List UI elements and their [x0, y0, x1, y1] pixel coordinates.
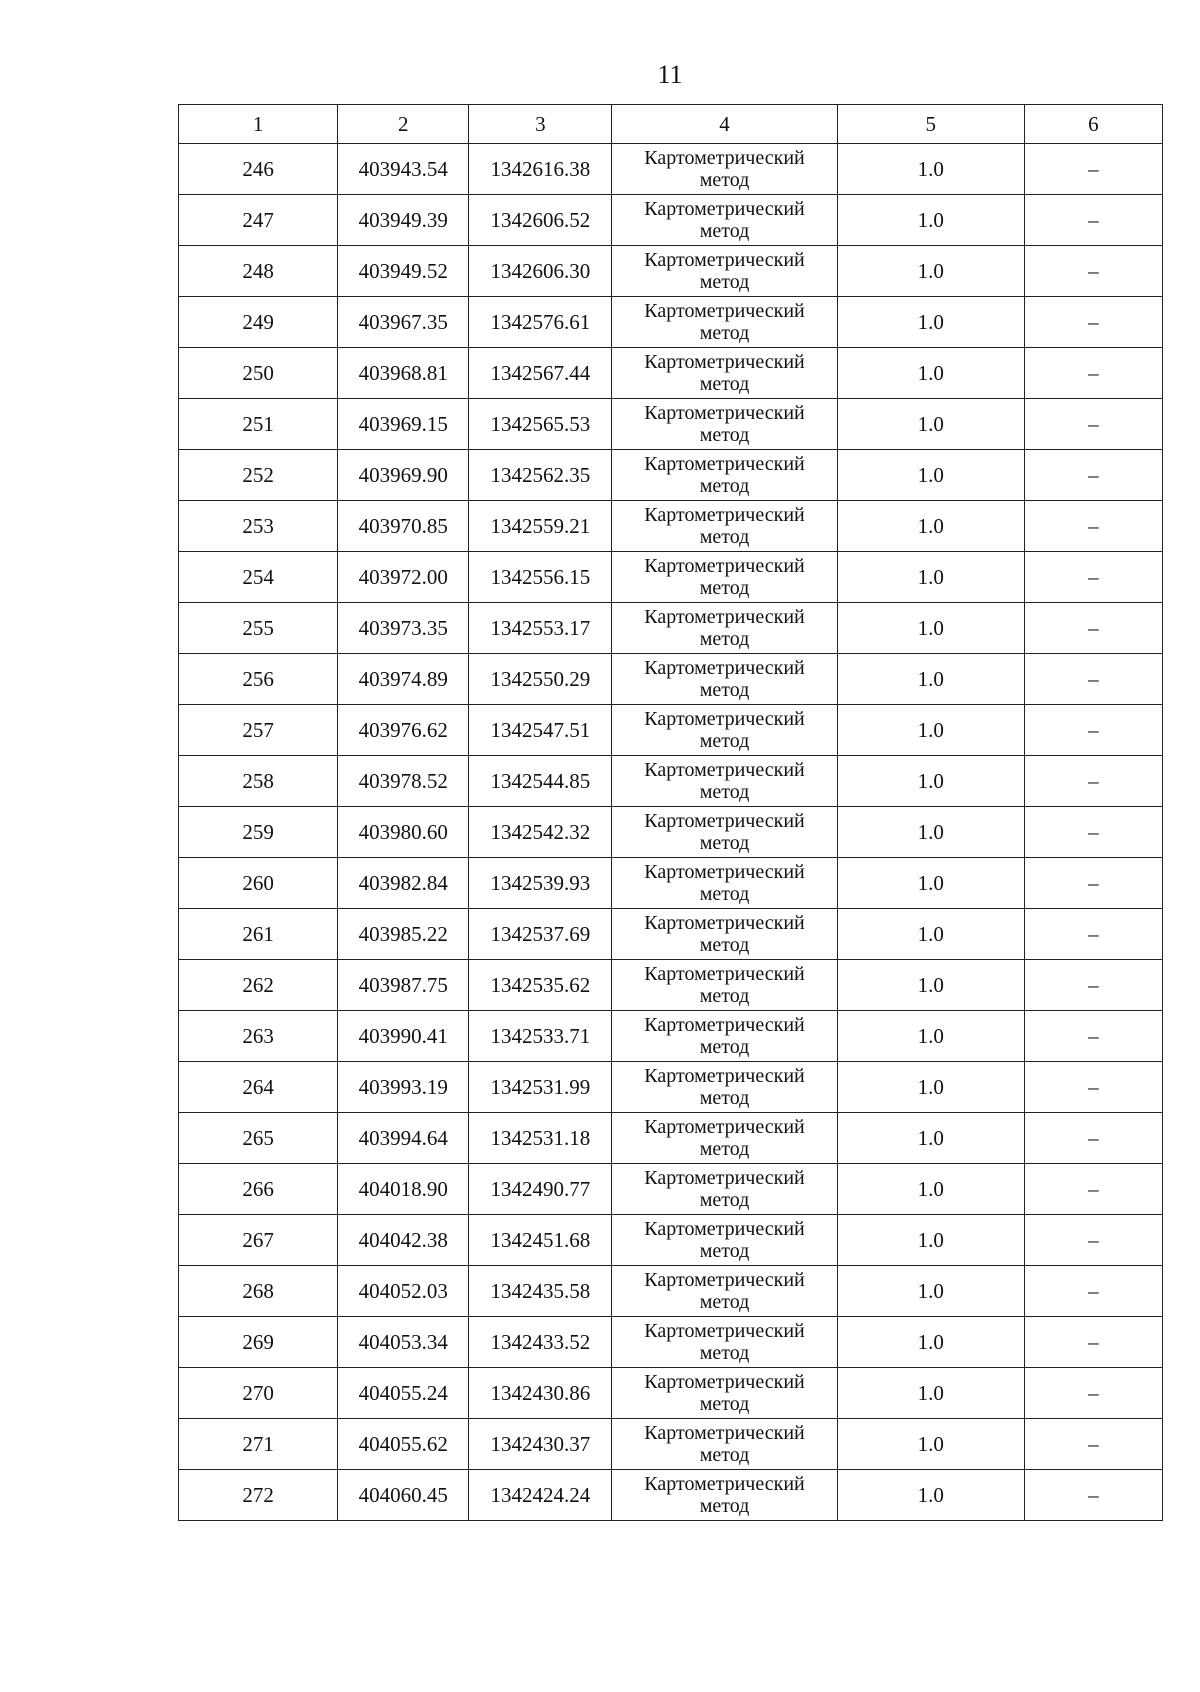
x-coordinate-cell: 403985.22 — [338, 909, 469, 960]
x-coordinate-cell: 403993.19 — [338, 1062, 469, 1113]
x-coordinate-cell: 403976.62 — [338, 705, 469, 756]
x-coordinate-cell: 403968.81 — [338, 348, 469, 399]
x-coordinate-cell: 403943.54 — [338, 144, 469, 195]
table-row — [179, 348, 1163, 399]
x-coordinate-cell: 404060.45 — [338, 1470, 469, 1521]
accuracy-cell: 1.0 — [837, 1215, 1024, 1266]
x-coordinate-cell: 404055.24 — [338, 1368, 469, 1419]
point-number-cell: 259 — [179, 807, 338, 858]
method-cell — [612, 756, 837, 807]
table-row — [179, 807, 1163, 858]
method-line-1: Картометрический — [644, 453, 805, 475]
description-cell: – — [1024, 246, 1162, 297]
description-cell: – — [1024, 909, 1162, 960]
y-coordinate-cell: 1342537.69 — [469, 909, 612, 960]
point-number-cell: 252 — [179, 450, 338, 501]
accuracy-cell: 1.0 — [837, 1062, 1024, 1113]
accuracy-cell: 1.0 — [837, 144, 1024, 195]
method-line-2: метод — [699, 1291, 750, 1313]
table-row — [179, 1164, 1163, 1215]
method-cell — [612, 1419, 837, 1470]
point-number-cell: 265 — [179, 1113, 338, 1164]
x-coordinate-cell: 404018.90 — [338, 1164, 469, 1215]
x-coordinate-cell: 403967.35 — [338, 297, 469, 348]
method-cell — [612, 399, 837, 450]
method-line-1: Картометрический — [644, 708, 805, 730]
table-row — [179, 1011, 1163, 1062]
description-cell: – — [1024, 552, 1162, 603]
description-cell: – — [1024, 1317, 1162, 1368]
accuracy-cell: 1.0 — [837, 1419, 1024, 1470]
table-row — [179, 1266, 1163, 1317]
x-coordinate-cell: 403973.35 — [338, 603, 469, 654]
accuracy-cell: 1.0 — [837, 603, 1024, 654]
method-line-1: Картометрический — [644, 1218, 805, 1240]
method-cell — [612, 1266, 837, 1317]
method-line-2: метод — [699, 628, 750, 650]
point-number-cell: 260 — [179, 858, 338, 909]
method-line-1: Картометрический — [644, 351, 805, 373]
method-cell — [612, 144, 837, 195]
point-number-cell: 253 — [179, 501, 338, 552]
accuracy-cell: 1.0 — [837, 450, 1024, 501]
accuracy-cell: 1.0 — [837, 960, 1024, 1011]
y-coordinate-cell: 1342542.32 — [469, 807, 612, 858]
description-cell: – — [1024, 144, 1162, 195]
point-number-cell: 266 — [179, 1164, 338, 1215]
method-cell — [612, 654, 837, 705]
accuracy-cell: 1.0 — [837, 399, 1024, 450]
description-cell: – — [1024, 756, 1162, 807]
method-line-1: Картометрический — [644, 1422, 805, 1444]
method-line-2: метод — [699, 1342, 750, 1364]
point-number-cell: 254 — [179, 552, 338, 603]
method-line-1: Картометрический — [644, 300, 805, 322]
method-line-2: метод — [699, 679, 750, 701]
description-cell: – — [1024, 399, 1162, 450]
y-coordinate-cell: 1342553.17 — [469, 603, 612, 654]
point-number-cell: 256 — [179, 654, 338, 705]
method-line-2: метод — [699, 781, 750, 803]
point-number-cell: 247 — [179, 195, 338, 246]
method-line-2: метод — [699, 526, 750, 548]
table-row — [179, 195, 1163, 246]
method-line-2: метод — [699, 1393, 750, 1415]
method-line-1: Картометрический — [644, 555, 805, 577]
accuracy-cell: 1.0 — [837, 909, 1024, 960]
column-header: 1 — [179, 105, 338, 144]
method-line-1: Картометрический — [644, 861, 805, 883]
table-row — [179, 1062, 1163, 1113]
page-number: 11 — [657, 60, 683, 89]
x-coordinate-cell: 403969.15 — [338, 399, 469, 450]
method-line-1: Картометрический — [644, 249, 805, 271]
method-cell — [612, 1164, 837, 1215]
method-line-1: Картометрический — [644, 198, 805, 220]
y-coordinate-cell: 1342539.93 — [469, 858, 612, 909]
description-cell: – — [1024, 654, 1162, 705]
method-cell — [612, 1062, 837, 1113]
method-cell — [612, 450, 837, 501]
point-number-cell: 269 — [179, 1317, 338, 1368]
point-number-cell: 267 — [179, 1215, 338, 1266]
method-line-2: метод — [699, 271, 750, 293]
table-row — [179, 1419, 1163, 1470]
x-coordinate-cell: 403974.89 — [338, 654, 469, 705]
y-coordinate-cell: 1342559.21 — [469, 501, 612, 552]
method-cell — [612, 348, 837, 399]
method-line-1: Картометрический — [644, 1014, 805, 1036]
description-cell: – — [1024, 1164, 1162, 1215]
method-line-2: метод — [699, 934, 750, 956]
column-header: 3 — [469, 105, 612, 144]
accuracy-cell: 1.0 — [837, 1470, 1024, 1521]
method-line-1: Картометрический — [644, 810, 805, 832]
method-line-2: метод — [699, 577, 750, 599]
x-coordinate-cell: 403994.64 — [338, 1113, 469, 1164]
method-line-2: метод — [699, 1189, 750, 1211]
method-line-1: Картометрический — [644, 504, 805, 526]
y-coordinate-cell: 1342565.53 — [469, 399, 612, 450]
method-cell — [612, 858, 837, 909]
table-row — [179, 1215, 1163, 1266]
table-row — [179, 1470, 1163, 1521]
y-coordinate-cell: 1342424.24 — [469, 1470, 612, 1521]
table-row — [179, 450, 1163, 501]
method-line-1: Картометрический — [644, 1371, 805, 1393]
y-coordinate-cell: 1342567.44 — [469, 348, 612, 399]
x-coordinate-cell: 404055.62 — [338, 1419, 469, 1470]
column-header: 2 — [338, 105, 469, 144]
description-cell: – — [1024, 501, 1162, 552]
method-line-1: Картометрический — [644, 606, 805, 628]
description-cell: – — [1024, 450, 1162, 501]
method-line-2: метод — [699, 1240, 750, 1262]
y-coordinate-cell: 1342430.37 — [469, 1419, 612, 1470]
description-cell: – — [1024, 603, 1162, 654]
method-line-2: метод — [699, 985, 750, 1007]
method-line-2: метод — [699, 1138, 750, 1160]
method-line-1: Картометрический — [644, 402, 805, 424]
description-cell: – — [1024, 1215, 1162, 1266]
table-row — [179, 501, 1163, 552]
point-number-cell: 261 — [179, 909, 338, 960]
accuracy-cell: 1.0 — [837, 1113, 1024, 1164]
accuracy-cell: 1.0 — [837, 246, 1024, 297]
method-cell — [612, 960, 837, 1011]
method-cell — [612, 1470, 837, 1521]
method-line-1: Картометрический — [644, 759, 805, 781]
method-line-2: метод — [699, 730, 750, 752]
x-coordinate-cell: 403990.41 — [338, 1011, 469, 1062]
y-coordinate-cell: 1342562.35 — [469, 450, 612, 501]
description-cell: – — [1024, 1368, 1162, 1419]
method-cell — [612, 297, 837, 348]
y-coordinate-cell: 1342535.62 — [469, 960, 612, 1011]
y-coordinate-cell: 1342531.99 — [469, 1062, 612, 1113]
y-coordinate-cell: 1342547.51 — [469, 705, 612, 756]
y-coordinate-cell: 1342435.58 — [469, 1266, 612, 1317]
accuracy-cell: 1.0 — [837, 654, 1024, 705]
method-line-2: метод — [699, 322, 750, 344]
table-header-row — [179, 105, 1163, 144]
point-number-cell: 263 — [179, 1011, 338, 1062]
method-line-2: метод — [699, 373, 750, 395]
point-number-cell: 258 — [179, 756, 338, 807]
accuracy-cell: 1.0 — [837, 705, 1024, 756]
method-line-2: метод — [699, 1087, 750, 1109]
method-line-2: метод — [699, 424, 750, 446]
point-number-cell: 249 — [179, 297, 338, 348]
y-coordinate-cell: 1342606.52 — [469, 195, 612, 246]
table-row — [179, 858, 1163, 909]
column-header: 6 — [1024, 105, 1162, 144]
x-coordinate-cell: 403969.90 — [338, 450, 469, 501]
method-cell — [612, 909, 837, 960]
method-line-2: метод — [699, 475, 750, 497]
accuracy-cell: 1.0 — [837, 195, 1024, 246]
table-row — [179, 144, 1163, 195]
description-cell: – — [1024, 1470, 1162, 1521]
accuracy-cell: 1.0 — [837, 1011, 1024, 1062]
x-coordinate-cell: 403949.39 — [338, 195, 469, 246]
point-number-cell: 246 — [179, 144, 338, 195]
coordinates-table — [178, 104, 1163, 1521]
accuracy-cell: 1.0 — [837, 1164, 1024, 1215]
description-cell: – — [1024, 858, 1162, 909]
method-cell — [612, 246, 837, 297]
point-number-cell: 248 — [179, 246, 338, 297]
method-line-1: Картометрический — [644, 1269, 805, 1291]
y-coordinate-cell: 1342433.52 — [469, 1317, 612, 1368]
accuracy-cell: 1.0 — [837, 807, 1024, 858]
method-cell — [612, 1011, 837, 1062]
y-coordinate-cell: 1342533.71 — [469, 1011, 612, 1062]
method-line-2: метод — [699, 832, 750, 854]
accuracy-cell: 1.0 — [837, 1266, 1024, 1317]
accuracy-cell: 1.0 — [837, 297, 1024, 348]
x-coordinate-cell: 403970.85 — [338, 501, 469, 552]
table-row — [179, 1113, 1163, 1164]
table-row — [179, 1368, 1163, 1419]
y-coordinate-cell: 1342606.30 — [469, 246, 612, 297]
accuracy-cell: 1.0 — [837, 1368, 1024, 1419]
y-coordinate-cell: 1342531.18 — [469, 1113, 612, 1164]
x-coordinate-cell: 403978.52 — [338, 756, 469, 807]
method-cell — [612, 807, 837, 858]
method-cell — [612, 552, 837, 603]
x-coordinate-cell: 403982.84 — [338, 858, 469, 909]
x-coordinate-cell: 404053.34 — [338, 1317, 469, 1368]
point-number-cell: 270 — [179, 1368, 338, 1419]
x-coordinate-cell: 403972.00 — [338, 552, 469, 603]
point-number-cell: 255 — [179, 603, 338, 654]
method-line-1: Картометрический — [644, 1116, 805, 1138]
method-cell — [612, 1113, 837, 1164]
method-cell — [612, 195, 837, 246]
table-row — [179, 960, 1163, 1011]
x-coordinate-cell: 404052.03 — [338, 1266, 469, 1317]
description-cell: – — [1024, 1419, 1162, 1470]
y-coordinate-cell: 1342544.85 — [469, 756, 612, 807]
method-line-1: Картометрический — [644, 963, 805, 985]
method-cell — [612, 501, 837, 552]
description-cell: – — [1024, 960, 1162, 1011]
method-line-2: метод — [699, 1036, 750, 1058]
table-row — [179, 399, 1163, 450]
y-coordinate-cell: 1342490.77 — [469, 1164, 612, 1215]
method-cell — [612, 1368, 837, 1419]
point-number-cell: 257 — [179, 705, 338, 756]
y-coordinate-cell: 1342616.38 — [469, 144, 612, 195]
y-coordinate-cell: 1342451.68 — [469, 1215, 612, 1266]
point-number-cell: 250 — [179, 348, 338, 399]
table-row — [179, 909, 1163, 960]
accuracy-cell: 1.0 — [837, 348, 1024, 399]
point-number-cell: 268 — [179, 1266, 338, 1317]
point-number-cell: 271 — [179, 1419, 338, 1470]
method-cell — [612, 1317, 837, 1368]
table-row — [179, 1317, 1163, 1368]
method-line-1: Картометрический — [644, 657, 805, 679]
description-cell: – — [1024, 195, 1162, 246]
method-cell — [612, 1215, 837, 1266]
method-line-2: метод — [699, 169, 750, 191]
method-line-2: метод — [699, 220, 750, 242]
column-header: 5 — [837, 105, 1024, 144]
description-cell: – — [1024, 1113, 1162, 1164]
y-coordinate-cell: 1342556.15 — [469, 552, 612, 603]
method-line-2: метод — [699, 1444, 750, 1466]
method-line-1: Картометрический — [644, 147, 805, 169]
method-line-1: Картометрический — [644, 1065, 805, 1087]
description-cell: – — [1024, 297, 1162, 348]
point-number-cell: 264 — [179, 1062, 338, 1113]
y-coordinate-cell: 1342576.61 — [469, 297, 612, 348]
point-number-cell: 251 — [179, 399, 338, 450]
table-row — [179, 654, 1163, 705]
x-coordinate-cell: 404042.38 — [338, 1215, 469, 1266]
accuracy-cell: 1.0 — [837, 858, 1024, 909]
x-coordinate-cell: 403987.75 — [338, 960, 469, 1011]
table-row — [179, 705, 1163, 756]
method-line-1: Картометрический — [644, 1167, 805, 1189]
x-coordinate-cell: 403949.52 — [338, 246, 469, 297]
x-coordinate-cell: 403980.60 — [338, 807, 469, 858]
y-coordinate-cell: 1342430.86 — [469, 1368, 612, 1419]
method-line-2: метод — [699, 1495, 750, 1517]
method-line-1: Картометрический — [644, 1473, 805, 1495]
table-row — [179, 552, 1163, 603]
description-cell: – — [1024, 807, 1162, 858]
accuracy-cell: 1.0 — [837, 501, 1024, 552]
accuracy-cell: 1.0 — [837, 756, 1024, 807]
method-line-2: метод — [699, 883, 750, 905]
description-cell: – — [1024, 705, 1162, 756]
point-number-cell: 272 — [179, 1470, 338, 1521]
method-line-1: Картометрический — [644, 1320, 805, 1342]
method-cell — [612, 705, 837, 756]
accuracy-cell: 1.0 — [837, 552, 1024, 603]
description-cell: – — [1024, 348, 1162, 399]
accuracy-cell: 1.0 — [837, 1317, 1024, 1368]
column-header: 4 — [612, 105, 837, 144]
y-coordinate-cell: 1342550.29 — [469, 654, 612, 705]
method-line-1: Картометрический — [644, 912, 805, 934]
description-cell: – — [1024, 1011, 1162, 1062]
description-cell: – — [1024, 1266, 1162, 1317]
table-row — [179, 603, 1163, 654]
table-row — [179, 246, 1163, 297]
method-cell — [612, 603, 837, 654]
description-cell: – — [1024, 1062, 1162, 1113]
point-number-cell: 262 — [179, 960, 338, 1011]
table-row — [179, 297, 1163, 348]
table-row — [179, 756, 1163, 807]
